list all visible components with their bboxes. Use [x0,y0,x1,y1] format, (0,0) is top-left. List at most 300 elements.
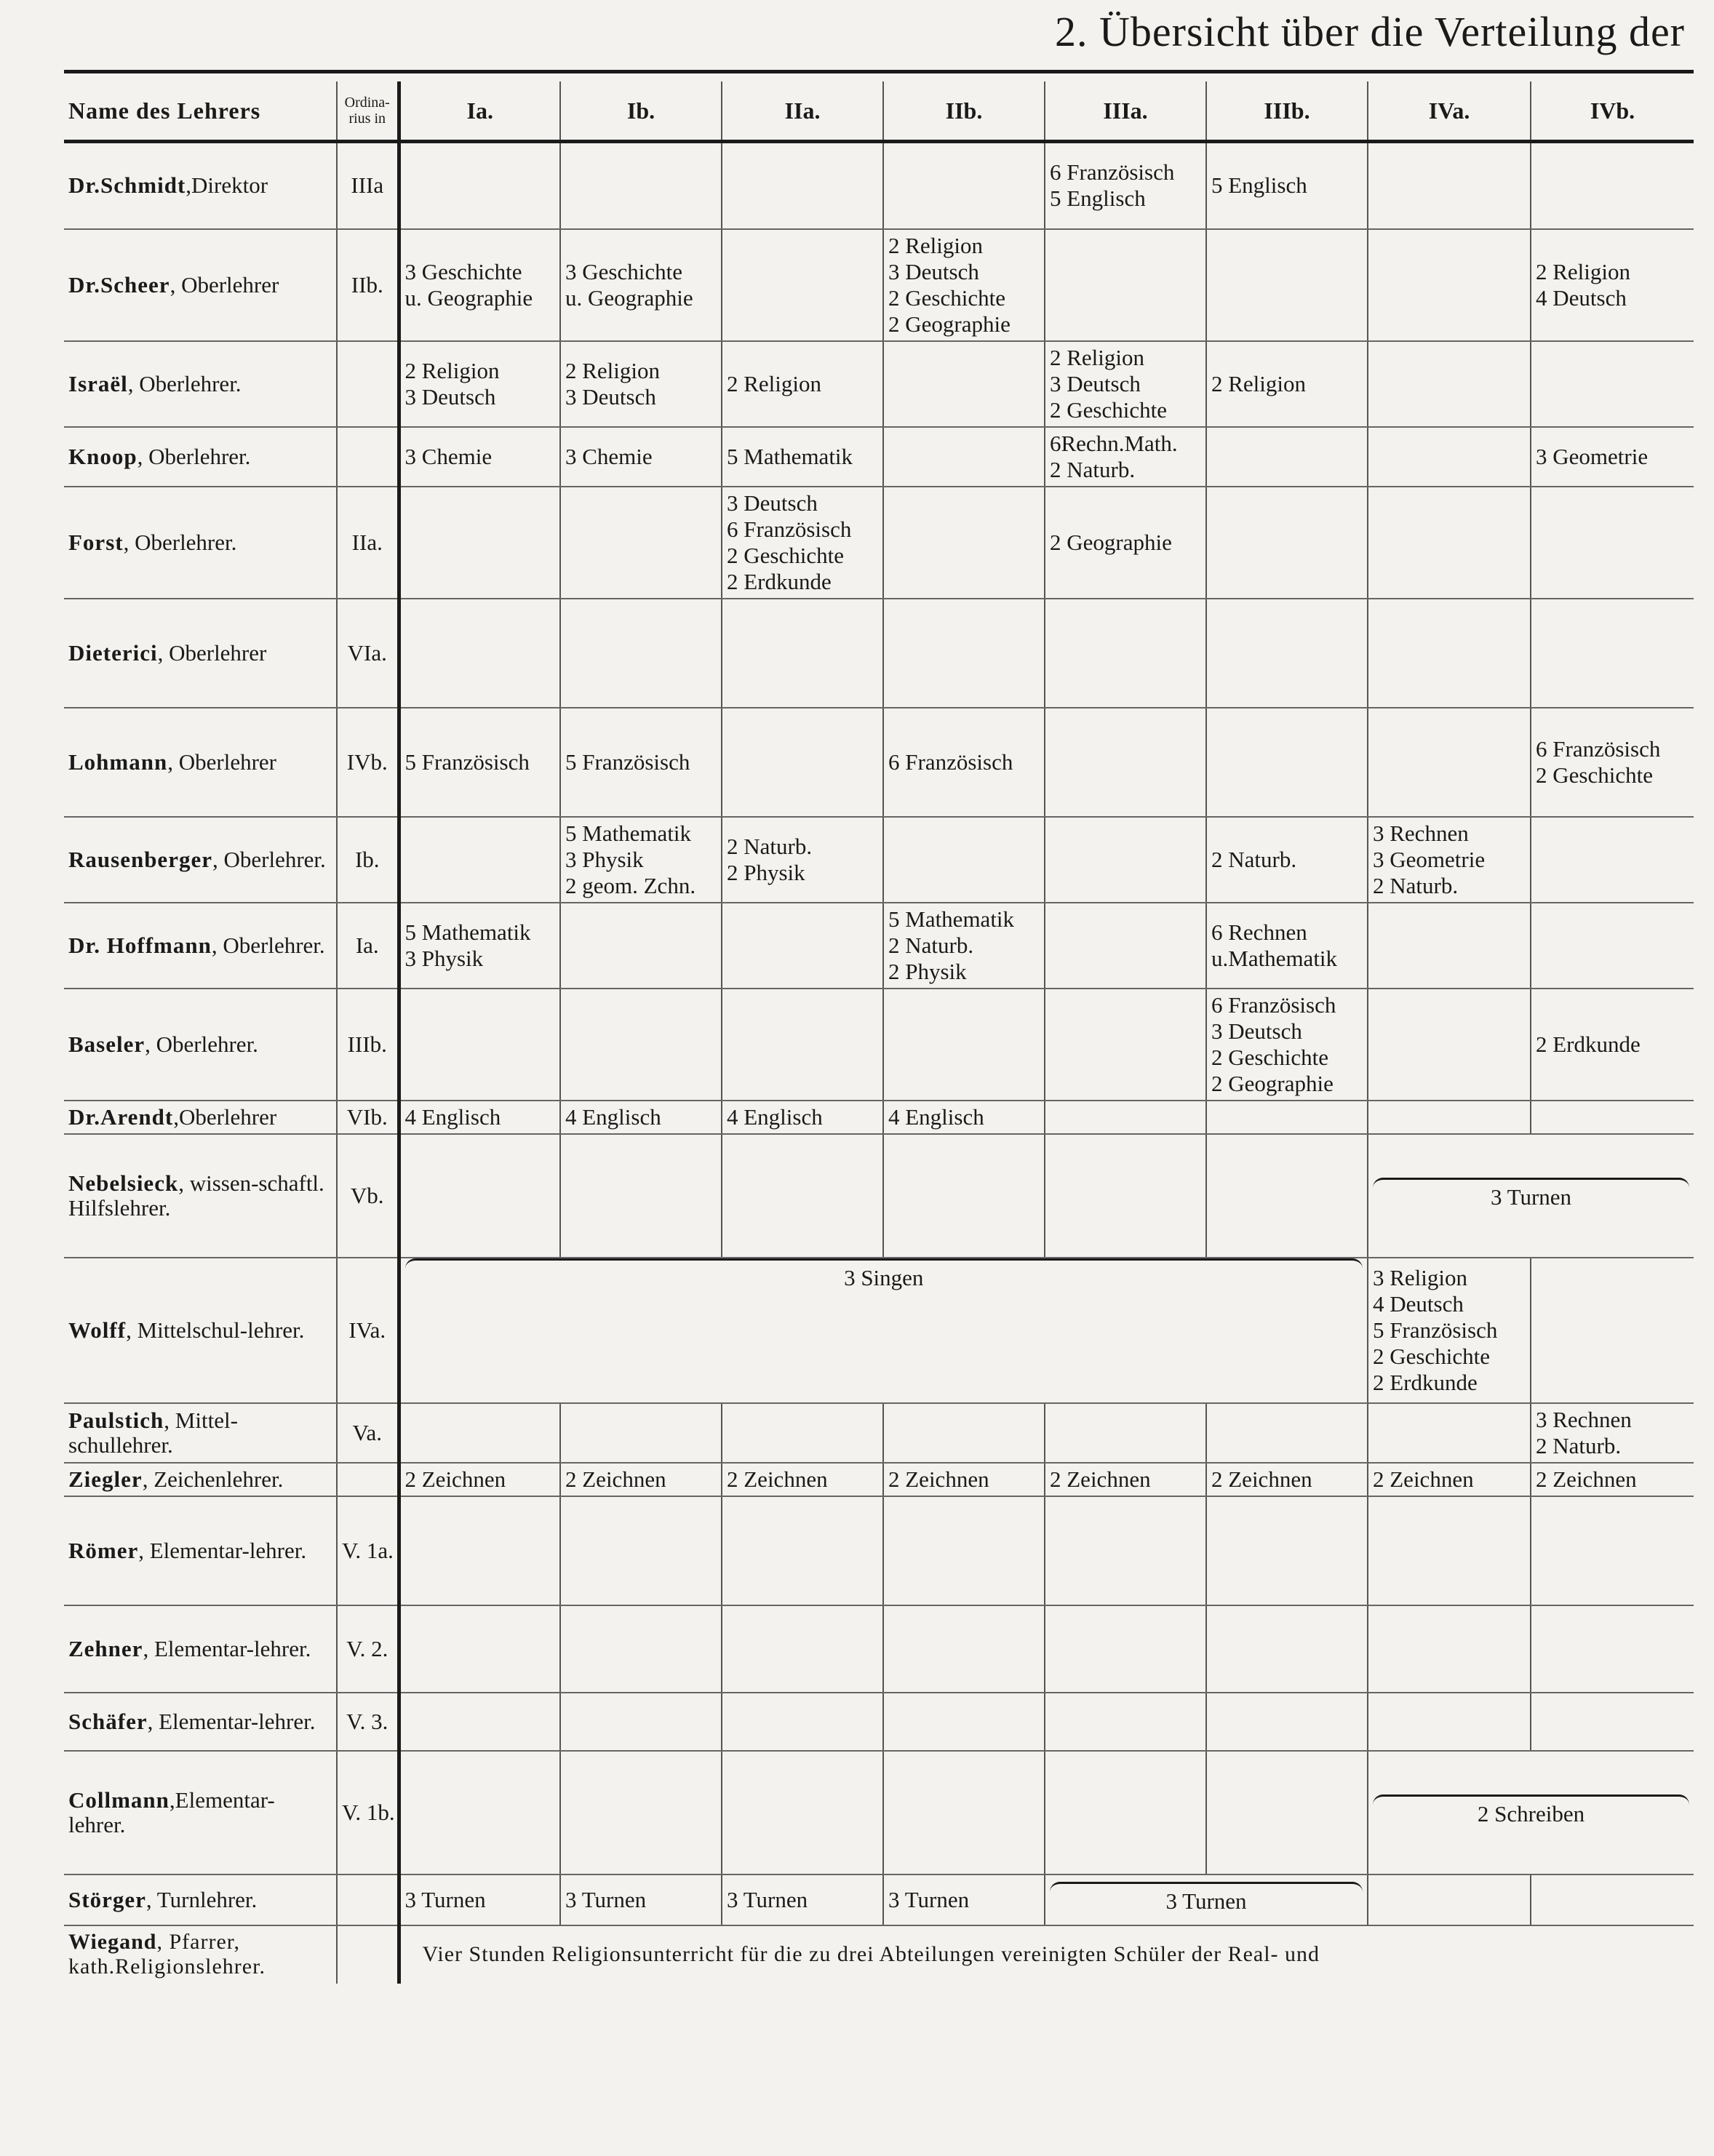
cell-line: 3 Geometrie [1536,443,1649,469]
cell-iva [1368,427,1531,487]
cell-ivb [1531,817,1694,903]
ordinarius-cell: V. 1a. [337,1496,399,1605]
teacher-name-cell [64,229,337,341]
teacher-role: , Mittelschul-lehrer. [126,1317,305,1343]
cell-line: 3 Chemie [404,443,493,469]
cell-line: u. Geographie [565,284,693,311]
cell-ivb [1531,142,1694,229]
cell-iiia [1045,599,1206,708]
cell-iiia [1045,427,1206,487]
teacher-name-cell [64,817,337,903]
cell-line: u.Mathematik [1211,945,1338,971]
cell-ia [399,817,560,903]
cell-iia [722,708,883,817]
cell-iib [883,1134,1045,1258]
cell-line: 3 Religion [1373,1264,1468,1290]
cell-ib [560,487,722,599]
header-class-iib: IIb. [883,81,1045,142]
cell-iiib [1206,817,1368,903]
teacher-name: Forst [68,529,124,555]
cell-iva [1368,903,1531,989]
cell-iib [883,487,1045,599]
cell-iib [883,1605,1045,1693]
cell-line: 6 Französisch [1211,991,1336,1018]
table-row [64,708,1694,817]
cell-ivb [1531,1874,1694,1925]
cell-iva [1368,1101,1531,1134]
table-row [64,1134,1694,1258]
ordinarius-cell: VIb. [337,1101,399,1134]
cell-iva [1368,1693,1531,1751]
teacher-name: Ziegler [68,1466,143,1492]
cell-iiib: 2 Zeichnen [1206,1463,1368,1496]
cell-line: 6 Französisch [1050,159,1175,185]
cell-line: 3 Deutsch [1050,370,1141,396]
teacher-role: , Oberlehrer [170,271,279,298]
teacher-name: Lohmann [68,748,168,775]
cell-iib [883,1496,1045,1605]
ordinarius-cell [337,1925,399,1984]
cell-line: 2 Religion [727,370,822,396]
cell-ivb [1531,487,1694,599]
cell-iiia [1045,341,1206,427]
cell-ib [560,229,722,341]
cell-ib [560,903,722,989]
teacher-name-cell [64,1925,337,1984]
teacher-name-cell [64,142,337,229]
teacher-role: , Oberlehrer [167,748,276,775]
table-row [64,817,1694,903]
teacher-role: ,Oberlehrer [173,1103,277,1130]
table-row [64,1751,1694,1874]
page-title: 2. Übersicht über die Verteilung der [1054,8,1685,55]
cell-line: 4 Englisch [565,1103,661,1130]
table-row [64,1874,1694,1925]
cell-line: 4 Englisch [888,1103,984,1130]
cell-ib [560,1101,722,1134]
cell-iiib [1206,1134,1368,1258]
cell-ivb [1531,989,1694,1101]
cell-line: 2 Naturb. [1373,872,1459,898]
ordinarius-cell: Ia. [337,903,399,989]
cell-line: 5 Französisch [1373,1317,1498,1343]
header-class-ivb: IVb. [1531,81,1694,142]
cell-line: 6 Französisch [888,748,1013,775]
table-row [64,341,1694,427]
cell-iia [722,1403,883,1463]
cell-ia [399,341,560,427]
cell-line: 3 Rechnen [1373,820,1469,846]
cell-iia [722,427,883,487]
cell-ivb [1531,341,1694,427]
cell-ia: 3 Turnen [399,1874,560,1925]
teacher-role: ,Elementar-lehrer. [68,1786,275,1837]
cell-line: 6Rechn.Math. [1050,430,1178,456]
cell-ia [399,1403,560,1463]
cell-ia [399,1605,560,1693]
teacher-name-cell [64,903,337,989]
cell-ia [399,229,560,341]
cell-iib [883,599,1045,708]
header-ordinarius: Ordina-rius in [337,81,399,142]
ordinarius-cell: V. 3. [337,1693,399,1751]
cell-iia [722,1101,883,1134]
cell-ivb [1531,1403,1694,1463]
table-row [64,989,1694,1101]
cell-ia [399,599,560,708]
brace: 3 Singen [405,1258,1363,1291]
cell-iva [1368,142,1531,229]
cell-ivb [1531,1496,1694,1605]
cell-line: 3 Rechnen [1536,1406,1632,1432]
cell-iiib [1206,903,1368,989]
cell-iib [883,817,1045,903]
table-row [64,1496,1694,1605]
cell-iiib [1206,341,1368,427]
teacher-name: Knoop [68,443,137,469]
table-row [64,1101,1694,1134]
cell-iiia: 2 Zeichnen [1045,1463,1206,1496]
table-row [64,1403,1694,1463]
cell-ib [560,142,722,229]
cell-iva-ivb-merged [1368,1134,1694,1258]
cell-iib [883,1101,1045,1134]
cell-line: 5 Mathematik [404,919,531,945]
ordinarius-cell: Vb. [337,1134,399,1258]
teacher-name: Israël [68,370,128,396]
cell-iiia [1045,989,1206,1101]
cell-iva [1368,1403,1531,1463]
teacher-role: , Oberlehrer. [137,443,251,469]
cell-iiib [1206,229,1368,341]
cell-iia [722,487,883,599]
cell-ivb [1531,1258,1694,1403]
cell-ia: 2 Zeichnen [399,1463,560,1496]
brace: 3 Turnen [1050,1882,1363,1915]
cell-line: 3 Chemie [565,443,653,469]
header-class-iva: IVa. [1368,81,1531,142]
cell-line: 2 Naturb. [1050,456,1136,482]
brace: 2 Schreiben [1373,1794,1689,1827]
table-row [64,599,1694,708]
cell-ib [560,1605,722,1693]
cell-iva [1368,341,1531,427]
table-row [64,427,1694,487]
teacher-role: , Elementar-lehrer. [143,1635,311,1661]
cell-line: 2 Geschichte [1050,396,1167,423]
cell-iia [722,817,883,903]
cell-iib [883,1751,1045,1874]
cell-ivb [1531,599,1694,708]
cell-line: 3 Geometrie [1373,846,1486,872]
cell-iiia [1045,817,1206,903]
teacher-name-cell [64,1874,337,1925]
header-class-iiia: IIIa. [1045,81,1206,142]
teacher-name: Paulstich [68,1407,164,1433]
teacher-role: , Pfarrer, kath.Religionslehrer. [68,1930,266,1979]
cell-iva [1368,1874,1531,1925]
teacher-name-cell [64,599,337,708]
cell-iiib [1206,487,1368,599]
table-row [64,1258,1694,1403]
cell-line: 3 Deutsch [888,258,979,284]
teacher-role: , Zeichenlehrer. [142,1466,284,1492]
cell-ib [560,1751,722,1874]
ordinarius-cell: Ib. [337,817,399,903]
cell-iiib [1206,1496,1368,1605]
cell-line: 2 Naturb. [727,833,813,859]
cell-ib [560,1403,722,1463]
religion-note: Vier Stunden Religionsunterricht für die zu drei Abteilungen vereinigten Schüler der Real- und [399,1925,1694,1984]
cell-iiib [1206,1693,1368,1751]
cell-iiia [1045,1403,1206,1463]
cell-line: 3 Geschichte [404,258,522,284]
cell-iib [883,708,1045,817]
teacher-name-cell [64,1751,337,1874]
cell-line: 5 Englisch [1211,172,1307,199]
teacher-role: , Mittel-schullehrer. [68,1407,238,1458]
cell-iia: 3 Turnen [722,1874,883,1925]
cell-iva [1368,817,1531,903]
cell-iiib [1206,599,1368,708]
header-row [64,81,1694,142]
cell-iia [722,1134,883,1258]
cell-ib [560,708,722,817]
cell-ib: 3 Turnen [560,1874,722,1925]
teacher-role: , Oberlehrer. [123,529,237,555]
cell-line: 5 Mathematik [727,443,853,469]
cell-line: 3 Physik [565,846,644,872]
cell-ivb [1531,708,1694,817]
cell-line: 3 Deutsch [565,383,656,410]
cell-iva [1368,1605,1531,1693]
cell-iiia [1045,1605,1206,1693]
cell-ia [399,989,560,1101]
cell-line: 2 Geographie [1050,529,1172,555]
cell-line: 2 Naturb. [888,932,974,958]
cell-iib [883,427,1045,487]
cell-iia [722,1751,883,1874]
cell-ia [399,1751,560,1874]
cell-ia [399,142,560,229]
cell-iia [722,599,883,708]
cell-iiia [1045,1496,1206,1605]
cell-ia [399,427,560,487]
cell-line: 2 Geschichte [1536,762,1653,788]
ordinarius-cell: V. 1b. [337,1751,399,1874]
cell-line: 2 Physik [727,859,805,885]
cell-line: 2 Religion [888,232,984,258]
ordinarius-cell: IIa. [337,487,399,599]
cell-ia [399,1693,560,1751]
cell-iia [722,989,883,1101]
cell-iiia [1045,229,1206,341]
cell-iiib [1206,1101,1368,1134]
cell-iva [1368,989,1531,1101]
cell-line: 5 Englisch [1050,185,1146,212]
top-rule [64,70,1694,73]
ordinarius-cell: IVa. [337,1258,399,1403]
cell-iia [722,1605,883,1693]
cell-ivb [1531,427,1694,487]
cell-line: 2 Naturb. [1211,846,1297,872]
teacher-name: Zehner [68,1635,143,1661]
cell-iiia-iiib-merged [1045,1874,1368,1925]
cell-iia [722,142,883,229]
cell-ib [560,1693,722,1751]
cell-iia [722,229,883,341]
teacher-distribution-table [64,81,1694,1984]
cell-ia [399,1134,560,1258]
cell-line: 3 Geschichte [565,258,682,284]
cell-iva [1368,599,1531,708]
teacher-name: Rausenberger [68,846,212,872]
cell-line: 6 Französisch [1536,735,1661,762]
cell-iiia [1045,142,1206,229]
cell-ia [399,487,560,599]
cell-line: 4 Englisch [727,1103,823,1130]
cell-line: 6 Französisch [727,516,852,542]
cell-line: u. Geographie [404,284,533,311]
cell-ib [560,427,722,487]
teacher-name: Nebelsieck [68,1170,179,1196]
cell-line: 5 Mathematik [565,820,692,846]
cell-ia [399,1496,560,1605]
ordinarius-cell: VIa. [337,599,399,708]
cell-iva [1368,1496,1531,1605]
table-row [64,1693,1694,1751]
cell-line: 2 Religion [404,357,500,383]
cell-iia [722,1496,883,1605]
ordinarius-cell: IVb. [337,708,399,817]
cell-ivb: 2 Zeichnen [1531,1463,1694,1496]
cell-iiib [1206,427,1368,487]
cell-line: 6 Rechnen [1211,919,1307,945]
cell-ia-iiib-merged [399,1258,1368,1403]
cell-ib [560,599,722,708]
teacher-name: Schäfer [68,1708,148,1734]
cell-iva [1368,229,1531,341]
table-row [64,142,1694,229]
cell-iiia [1045,903,1206,989]
cell-iiib [1206,989,1368,1101]
teacher-name-cell [64,487,337,599]
teacher-name-cell [64,708,337,817]
teacher-name-cell [64,1463,337,1496]
cell-iva-ivb-merged [1368,1751,1694,1874]
cell-ivb [1531,903,1694,989]
cell-line: 2 Religion [1211,370,1307,396]
teacher-name-cell [64,1605,337,1693]
cell-iiib [1206,1751,1368,1874]
cell-ia [399,903,560,989]
cell-iib [883,989,1045,1101]
cell-line: 2 Erdkunde [727,568,832,594]
cell-line: 2 Geschichte [888,284,1005,311]
teacher-name-cell [64,1403,337,1463]
cell-line: 5 Französisch [565,748,690,775]
ordinarius-cell: V. 2. [337,1605,399,1693]
teacher-name-cell [64,1496,337,1605]
cell-ivb [1531,1693,1694,1751]
cell-ib [560,1496,722,1605]
cell-line: 2 Geographie [888,311,1011,337]
cell-ia [399,708,560,817]
cell-line: 2 geom. Zchn. [565,872,696,898]
cell-line: 2 Erdkunde [1373,1369,1478,1395]
teacher-role: , Turnlehrer. [146,1886,258,1912]
cell-iiib [1206,708,1368,817]
ordinarius-cell [337,341,399,427]
cell-line: 2 Geschichte [1373,1343,1490,1369]
cell-line: 2 Religion [565,357,661,383]
cell-iib [883,1403,1045,1463]
teacher-name: Störger [68,1886,146,1912]
teacher-role: , Oberlehrer. [127,370,242,396]
teacher-name-cell [64,427,337,487]
cell-iib [883,903,1045,989]
cell-line: 2 Geschichte [1211,1044,1328,1070]
teacher-role: , Oberlehrer [157,639,267,666]
cell-iib: 3 Turnen [883,1874,1045,1925]
cell-iib: 2 Zeichnen [883,1463,1045,1496]
cell-line: 4 Deutsch [1373,1290,1464,1317]
cell-line: 4 Deutsch [1536,284,1627,311]
teacher-name-cell [64,1134,337,1258]
cell-line: 2 Physik [888,958,967,984]
teacher-role: , Elementar-lehrer. [138,1537,307,1563]
cell-ib [560,341,722,427]
cell-line: 2 Religion [1536,258,1631,284]
teacher-role: , Elementar-lehrer. [147,1708,316,1734]
teacher-name: Dr. Hoffmann [68,932,212,958]
cell-line: 2 Erdkunde [1536,1031,1641,1057]
cell-iiia [1045,487,1206,599]
table-row [64,1925,1694,1984]
teacher-name: Dr.Arendt [68,1103,174,1130]
teacher-role: , wissen-schaftl. Hilfslehrer. [68,1170,324,1221]
table-row [64,1463,1694,1496]
cell-iia [722,1693,883,1751]
header-class-ib: Ib. [560,81,722,142]
teacher-name: Dr.Schmidt [68,172,186,199]
brace: 3 Turnen [1373,1178,1689,1210]
cell-iiib [1206,1403,1368,1463]
header-class-iiib: IIIb. [1206,81,1368,142]
cell-iva [1368,487,1531,599]
teacher-name: Wiegand [68,1930,157,1954]
cell-ib [560,1134,722,1258]
cell-line: 3 Physik [404,945,484,971]
teacher-name: Wolff [68,1317,127,1343]
cell-ivb [1531,1605,1694,1693]
header-name: Name des Lehrers [64,81,337,142]
teacher-name-cell [64,1693,337,1751]
cell-ib: 2 Zeichnen [560,1463,722,1496]
cell-ivb [1531,229,1694,341]
cell-ib [560,817,722,903]
table-row [64,903,1694,989]
cell-iiib [1206,142,1368,229]
cell-iva: 2 Zeichnen [1368,1463,1531,1496]
cell-iib [883,229,1045,341]
teacher-name: Dieterici [68,639,158,666]
ordinarius-cell [337,427,399,487]
table-row [64,1605,1694,1693]
cell-line: 3 Deutsch [404,383,496,410]
cell-line: 2 Naturb. [1536,1432,1622,1458]
ordinarius-cell [337,1463,399,1496]
